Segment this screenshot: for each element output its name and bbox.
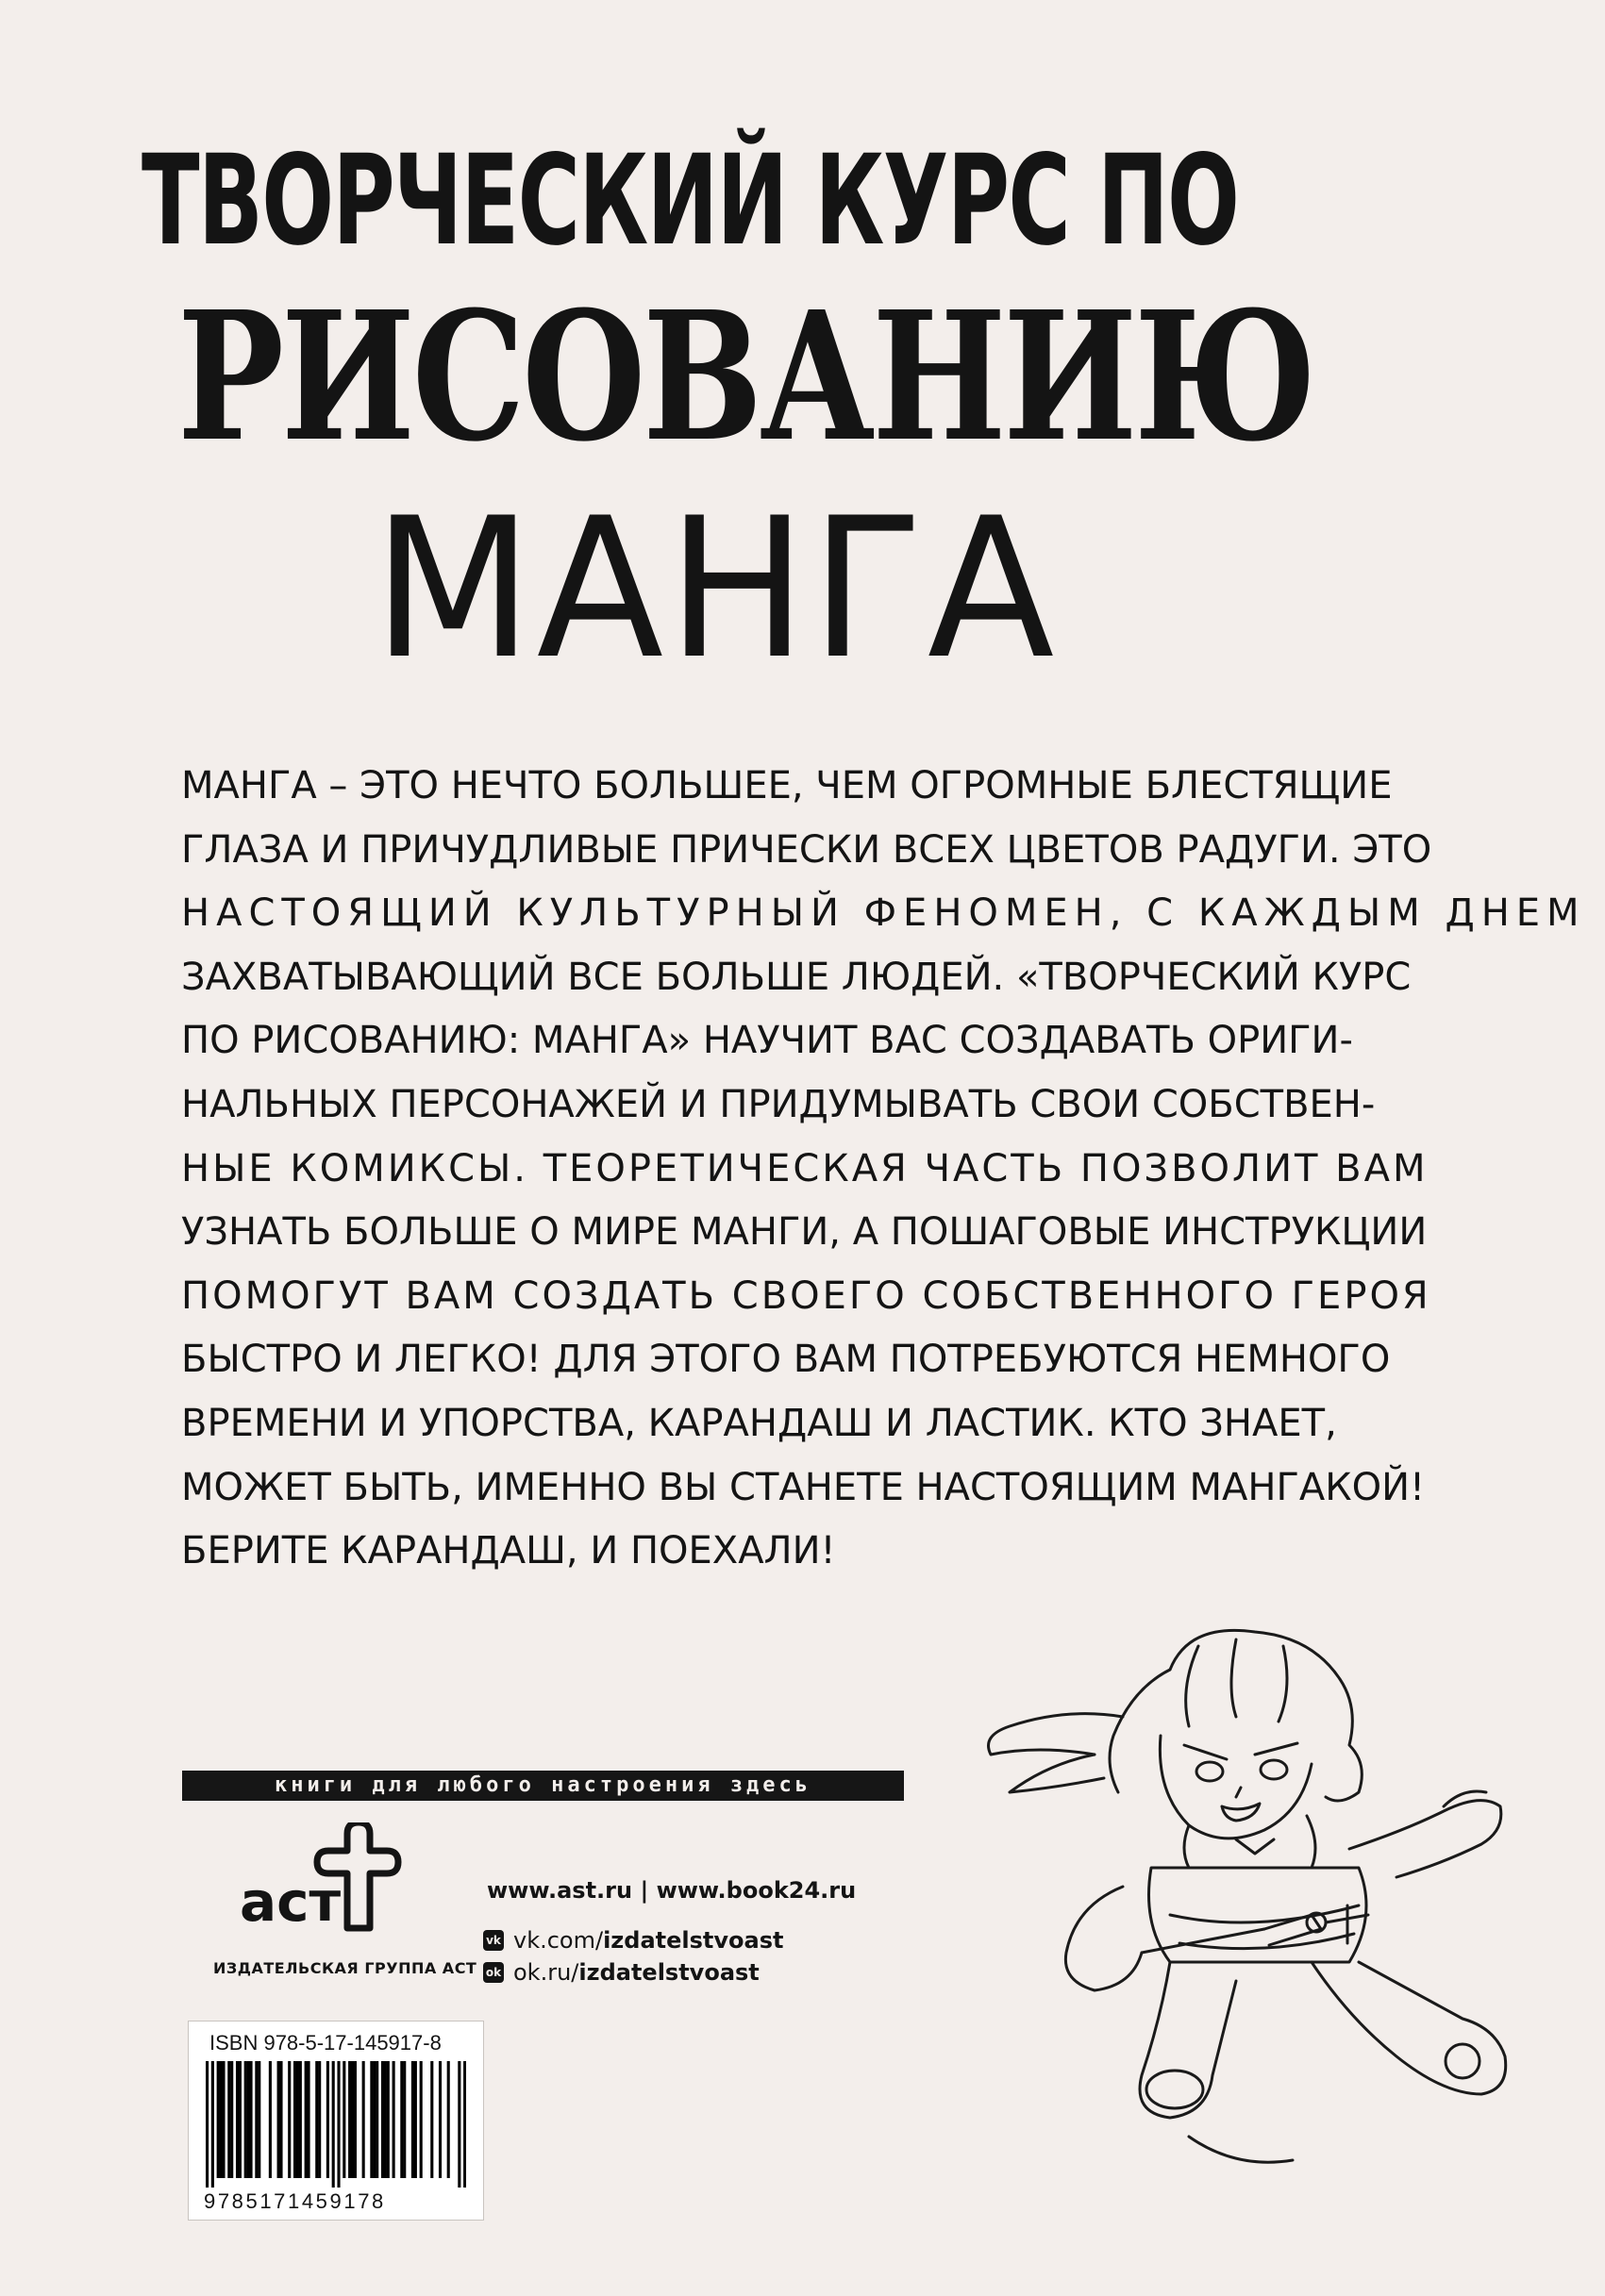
barcode-bar (277, 2061, 280, 2178)
barcode-bar (430, 2061, 433, 2178)
description-line: ЗАХВАТЫВАЮЩИЙ ВСЕ БОЛЬШЕ ЛЮДЕЙ. «ТВОРЧЕСКИЙ КУРС (181, 955, 1412, 999)
ok-icon: ok (483, 1962, 504, 1983)
barcode-bar (296, 2061, 299, 2178)
barcode-bar (393, 2061, 395, 2178)
barcode-bar (384, 2061, 387, 2178)
title-line-1: ТВОРЧЕСКИЙ КУРС ПО (142, 128, 1239, 274)
barcode-bar (211, 2061, 214, 2188)
barcode-bar (293, 2061, 296, 2178)
website-links[interactable]: www.ast.ru | www.book24.ru (487, 1877, 857, 1904)
description-line: МОЖЕТ БЫТЬ, ИМЕННО ВЫ СТАНЕТЕ НАСТОЯЩИМ МАНГАКОЙ! (181, 1465, 1426, 1509)
isbn-label: ISBN 978-5-17-145917-8 (209, 2031, 442, 2055)
description-line: БЫСТРО И ЛЕГКО! ДЛЯ ЭТОГО ВАМ ПОТРЕБУЮТСЯ НЕМНОГО (181, 1338, 1391, 1382)
ast-logo (236, 1822, 425, 1936)
barcode-bar (447, 2061, 450, 2178)
social-prefix: vk.com/ (513, 1927, 604, 1954)
barcode-bar (307, 2061, 309, 2178)
publisher-name: ИЗДАТЕЛЬСКАЯ ГРУППА АСТ (213, 1959, 477, 1977)
social-prefix: ok.ru/ (513, 1959, 579, 1986)
barcode-bar (376, 2061, 378, 2178)
barcode-bar (247, 2061, 250, 2178)
book-title-manga: МАНГА (373, 477, 1059, 702)
barcode-bar (315, 2061, 318, 2178)
barcode-bar (258, 2061, 260, 2178)
barcode-graphic (206, 2061, 466, 2188)
description-line: ПОМОГУТ ВАМ СОЗДАТЬ СВОЕГО СОБСТВЕННОГО ГЕРОЯ (181, 1273, 1431, 1318)
barcode-bar (236, 2061, 239, 2178)
barcode-bar (227, 2061, 230, 2178)
barcode-bar (217, 2061, 220, 2178)
barcode-bar (337, 2061, 340, 2188)
barcode-bar (288, 2061, 291, 2178)
barcode-bar (343, 2061, 345, 2178)
slogan-banner: книги для любого настроения здесь (182, 1771, 904, 1801)
description-line: НЫЕ КОМИКСЫ. ТЕОРЕТИЧЕСКАЯ ЧАСТЬ ПОЗВОЛИТ ВАМ (181, 1146, 1429, 1190)
description-line: НАЛЬНЫХ ПЕРСОНАЖЕЙ И ПРИДУМЫВАТЬ СВОИ СОБСТВЕН- (181, 1082, 1376, 1126)
barcode-digits: 9785171459178 (204, 2189, 386, 2213)
description-line: ПО РИСОВАНИЮ: МАНГА» НАУЧИТ ВАС СОЗДАВАТЬ ОРИГИ- (181, 1019, 1353, 1063)
barcode-bar (249, 2061, 252, 2178)
barcode-bar (299, 2061, 302, 2178)
barcode-bar (362, 2061, 365, 2178)
social-link-vk[interactable] (483, 1924, 889, 1956)
barcode-bar (255, 2061, 258, 2178)
title-line-2: РИСОВАНИЮ (177, 273, 1314, 481)
barcode-bar (206, 2061, 209, 2188)
barcode-bar (239, 2061, 242, 2178)
barcode-bar (326, 2061, 329, 2178)
description-line: ВРЕМЕНИ И УПОРСТВА, КАРАНДАШ И ЛАСТИК. КТО ЗНАЕТ, (181, 1401, 1337, 1445)
description-line: БЕРИТЕ КАРАНДАШ, И ПОЕХАЛИ! (181, 1529, 836, 1573)
manga-character-illustration (953, 1604, 1519, 2207)
barcode-bar (414, 2061, 417, 2178)
social-link-ok[interactable] (483, 1956, 889, 1988)
barcode-bar (439, 2061, 442, 2178)
description-line: МАНГА – ЭТО НЕЧТО БОЛЬШЕЕ, ЧЕМ ОГРОМНЫЕ БЛЕСТЯЩИЕ (181, 764, 1393, 807)
barcode-bar (269, 2061, 272, 2178)
barcode-bar (387, 2061, 390, 2178)
barcode-bar (381, 2061, 384, 2178)
barcode-bar (420, 2061, 423, 2178)
barcode-bar (230, 2061, 233, 2178)
barcode-bar (400, 2061, 403, 2178)
barcode-bar (318, 2061, 321, 2178)
barcode-bar (458, 2061, 460, 2188)
barcode-bar (279, 2061, 282, 2178)
description (181, 755, 1586, 1584)
barcode-bar (373, 2061, 376, 2178)
barcode-bar (348, 2061, 351, 2178)
barcode-bar (463, 2061, 466, 2188)
barcode-bar (403, 2061, 406, 2178)
barcode-bar (305, 2061, 308, 2178)
description-line: УЗНАТЬ БОЛЬШЕ О МИРЕ МАНГИ, А ПОШАГОВЫЕ ИНСТРУКЦИИ (181, 1210, 1428, 1255)
isbn-barcode-box (188, 2021, 484, 2221)
description-line: ГЛАЗА И ПРИЧУДЛИВЫЕ ПРИЧЕСКИ ВСЕХ ЦВЕТОВ РАДУГИ. ЭТО (181, 827, 1432, 872)
barcode-bar (351, 2061, 354, 2178)
barcode-bar (354, 2061, 357, 2178)
social-handle: izdatelstvoast (578, 1959, 760, 1986)
description-line: НАСТОЯЩИЙ КУЛЬТУРНЫЙ ФЕНОМЕН, С КАЖДЫМ ДНЕМ (181, 891, 1586, 936)
barcode-bar (222, 2061, 225, 2178)
ast-logo-letters: аст (240, 1870, 342, 1934)
barcode-bar (220, 2061, 223, 2178)
vk-icon: vk (483, 1930, 504, 1951)
barcode-bar (332, 2061, 335, 2188)
barcode-bar (370, 2061, 373, 2178)
barcode-bar (411, 2061, 414, 2178)
barcode-bar (244, 2061, 247, 2178)
social-handle: izdatelstvoast (603, 1927, 784, 1954)
